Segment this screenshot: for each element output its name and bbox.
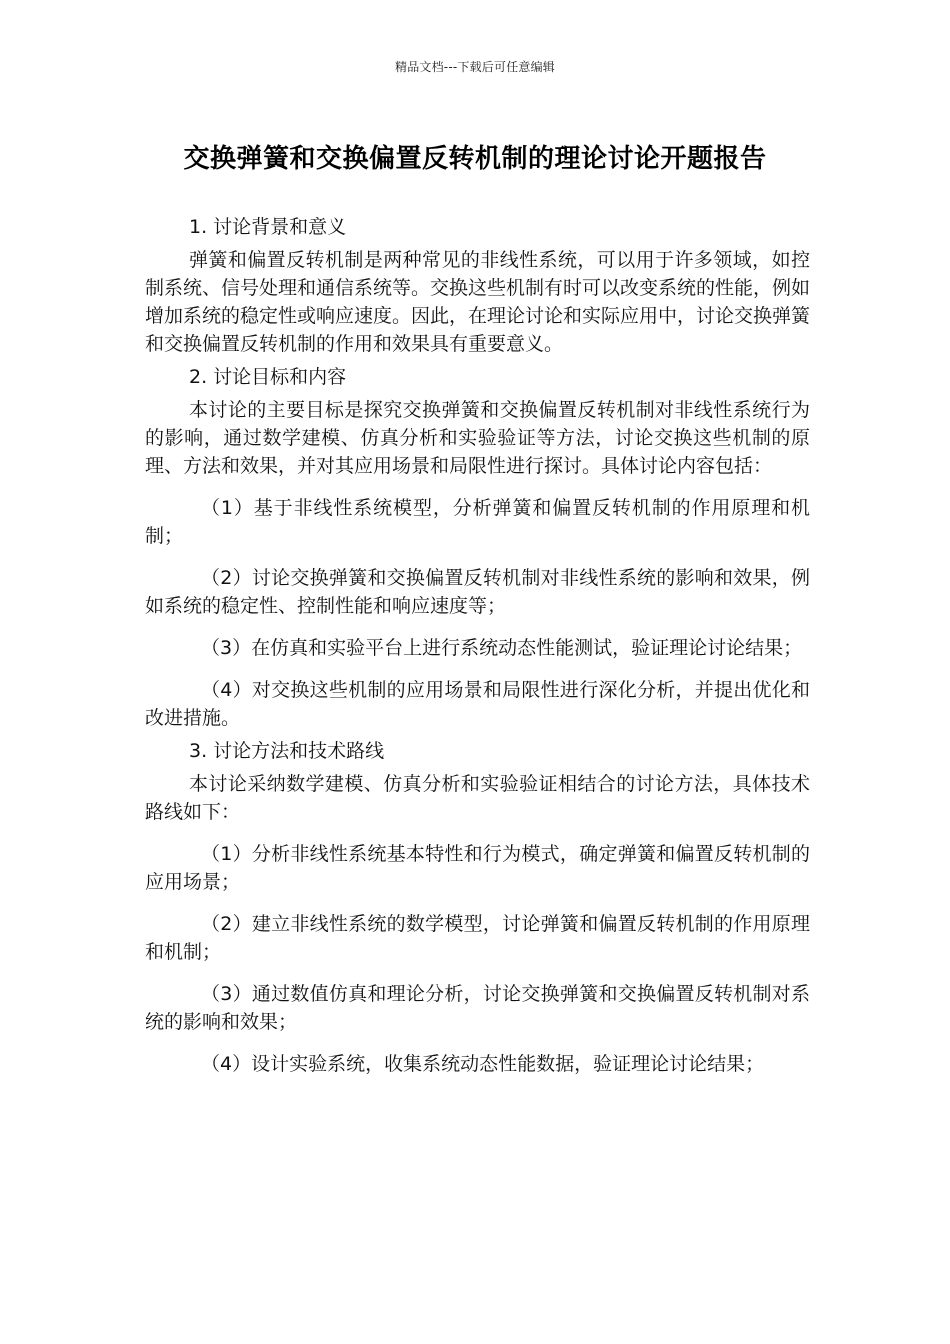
section-2-item-1: （1）基于非线性系统模型，分析弹簧和偏置反转机制的作用原理和机制；	[145, 497, 810, 547]
section-3-item-2: （2）建立非线性系统的数学模型，讨论弹簧和偏置反转机制的作用原理和机制；	[145, 913, 810, 963]
section-2-item-4: （4）对交换这些机制的应用场景和局限性进行深化分析，并提出优化和改进措施。	[145, 679, 810, 729]
section-1-heading: 1. 讨论背景和意义	[189, 216, 347, 238]
section-3-item-1: （1）分析非线性系统基本特性和行为模式，确定弹簧和偏置反转机制的应用场景；	[145, 843, 810, 893]
section-2-item-2: （2）讨论交换弹簧和交换偏置反转机制对非线性系统的影响和效果，例如系统的稳定性、控制性能和响应速度等；	[145, 567, 810, 617]
section-1-paragraph: 弹簧和偏置反转机制是两种常见的非线性系统，可以用于许多领域，如控制系统、信号处理和通信系统等。交换这些机制有时可以改变系统的性能，例如增加系统的稳定性或响应速度。因此，在理论讨论和实际应用中，讨论交换弹簧和交换偏置反转机制的作用和效果具有重要意义。	[145, 249, 811, 355]
section-3-paragraph: 本讨论采纳数学建模、仿真分析和实验验证相结合的讨论方法，具体技术路线如下：	[145, 773, 810, 823]
section-3-item-3: （3）通过数值仿真和理论分析，讨论交换弹簧和交换偏置反转机制对系统的影响和效果；	[145, 983, 810, 1033]
header-note: 精品文档---下载后可任意编辑	[395, 60, 555, 74]
section-3-item-4: （4）设计实验系统，收集系统动态性能数据，验证理论讨论结果；	[201, 1053, 765, 1075]
document-title: 交换弹簧和交换偏置反转机制的理论讨论开题报告	[183, 144, 767, 174]
section-3-heading: 3. 讨论方法和技术路线	[189, 740, 385, 762]
section-2-item-3: （3）在仿真和实验平台上进行系统动态性能测试，验证理论讨论结果；	[201, 637, 803, 659]
section-2-paragraph: 本讨论的主要目标是探究交换弹簧和交换偏置反转机制对非线性系统行为的影响，通过数学建模、仿真分析和实验验证等方法，讨论交换这些机制的原理、方法和效果，并对其应用场景和局限性进行探讨。具体讨论内容包括：	[145, 399, 810, 477]
document-body	[145, 212, 810, 1078]
section-2-heading: 2. 讨论目标和内容	[189, 366, 347, 388]
